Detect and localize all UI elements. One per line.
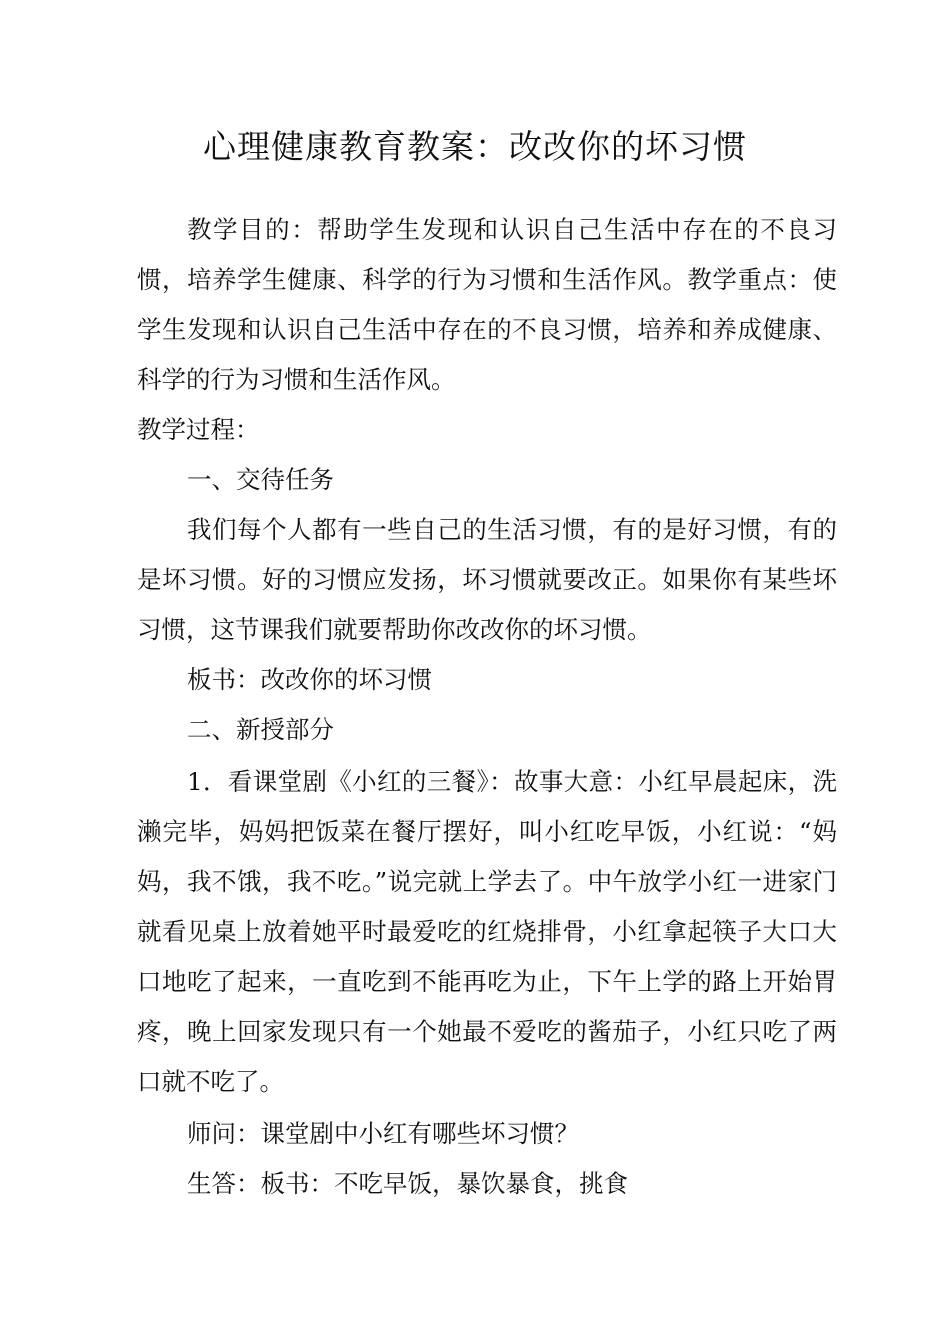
- paragraph-classroom-play: 1．看课堂剧《小红的三餐》：故事大意：小红早晨起床，洗濑完毕，妈妈把饭菜在餐厅摆好，叫小红吃早饭，小红说：“妈妈，我不饿，我不吃。”说完就上学去了。中午放学小红一进家门就看见桌上放着她平时最爱吃的红烧排骨，小红拿起筷子大口大口地吃了起来，一直吃到不能再吃为止，下午上学的路上开始胃疼，晚上回家发现只有一个她最不爱吃的酱茄子，小红只吃了两口就不吃了。: [137, 767, 837, 1096]
- document-title: 心理健康教育教案：改改你的坏习惯: [203, 127, 747, 166]
- paragraph-teacher-question: 师问：课堂剧中小红有哪些坏习惯？: [187, 1119, 579, 1148]
- document-body: [137, 205, 837, 1209]
- section-heading-assign-task: 一、交待任务: [187, 465, 334, 494]
- paragraph-teaching-process-heading: 教学过程：: [137, 415, 260, 444]
- section-heading-new-content: 二、新授部分: [187, 715, 334, 744]
- paragraph-habits-intro: 我们每个人都有一些自己的生活习惯，有的是好习惯，有的是坏习惯。好的习惯应发扬，坏习惯就要改正。如果你有某些坏习惯，这节课我们就要帮助你改改你的坏习惯。: [137, 515, 837, 644]
- paragraph-blackboard-title: 板书：改改你的坏习惯: [187, 665, 432, 694]
- paragraph-student-answer: 生答：板书：不吃早饭，暴饮暴食，挑食: [187, 1169, 628, 1198]
- paragraph-teaching-goals: 教学目的：帮助学生发现和认识自己生活中存在的不良习惯，培养学生健康、科学的行为习惯和生活作风。教学重点：使学生发现和认识自己生活中存在的不良习惯，培养和养成健康、科学的行为习惯和生活作风。: [137, 215, 837, 394]
